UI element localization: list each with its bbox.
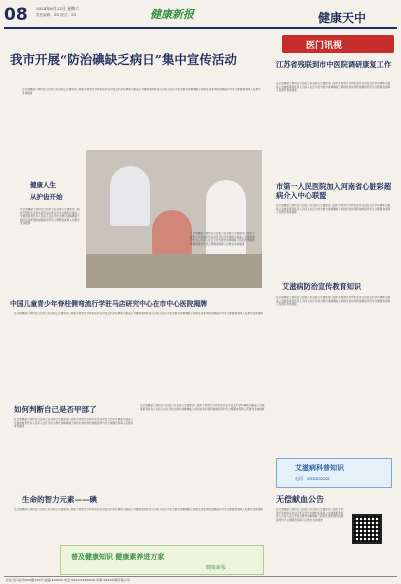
page-number: 08: [4, 5, 28, 25]
article-bottom-title: 如何判断自己是否甲部了: [14, 405, 97, 414]
masthead-divider: [4, 27, 397, 29]
right-article3-body: [276, 296, 392, 454]
masthead: [0, 0, 401, 30]
right-article2-body: [276, 204, 392, 260]
banner-ad-sub: 健康新报: [206, 565, 227, 571]
article-bottom2-title: 生命的智力元素——碘: [22, 495, 97, 504]
main-article-body: [22, 88, 262, 150]
article-mid-title: 中国儿童青少年脊柱侧弯流行学驻马店研究中心在市中心医院揭牌: [10, 300, 208, 308]
banner-ad-text: 普及健康知识 健康素养进万家: [71, 552, 165, 561]
right-article1-title: 江苏省残联到市中医院调研康复工作: [276, 60, 392, 69]
notice-title: 无偿献血公告: [276, 494, 324, 504]
editor-line: 责任编辑：XX 版式：XX: [36, 13, 77, 17]
photo-figure-1: [110, 166, 150, 226]
notice-body: [276, 508, 346, 564]
right-column-banner: [282, 35, 394, 53]
right-ad-box: [276, 458, 392, 488]
footer-divider: [4, 576, 397, 577]
article-bottom-body: [14, 418, 134, 478]
footer-text: 社址 驻马店市XXX路XXX号 邮编 463000 电话 XXXX-XXXXXXX 印刷 XXXX印刷有限公司: [6, 578, 130, 582]
right-article2-title: 市第一人民医院加入河南省心脏彩超病介入中心联盟: [276, 182, 392, 200]
image-caption-title: 健康人生: [30, 181, 56, 189]
main-article-title: 我市开展“防治碘缺乏病日”集中宣传活动: [10, 52, 237, 67]
banner-ad: [60, 545, 264, 575]
photo-caption: [190, 232, 256, 282]
right-article3-title: 艾滋病防治宣传教育知识: [282, 282, 362, 291]
right-ad-phone: 电话：XXXXXXXX: [295, 476, 330, 481]
date-line: 2024年6月22日 星期六: [36, 6, 80, 11]
section-name: 健康天中: [318, 11, 367, 25]
right-article1-body: [276, 82, 392, 148]
article-bottom2-body: [14, 508, 264, 542]
right-column-banner-text: 医门讯视: [306, 41, 343, 51]
qr-code: [352, 514, 382, 544]
image-caption-subtitle: 从护齿开始: [30, 193, 63, 201]
right-ad-title: 艾滋病科普知识: [295, 463, 344, 472]
article-bottom-body-2: [140, 404, 265, 478]
paper-name: 健康新报: [150, 8, 194, 21]
image-caption-body: [20, 208, 82, 288]
article-mid-body: [14, 312, 264, 402]
